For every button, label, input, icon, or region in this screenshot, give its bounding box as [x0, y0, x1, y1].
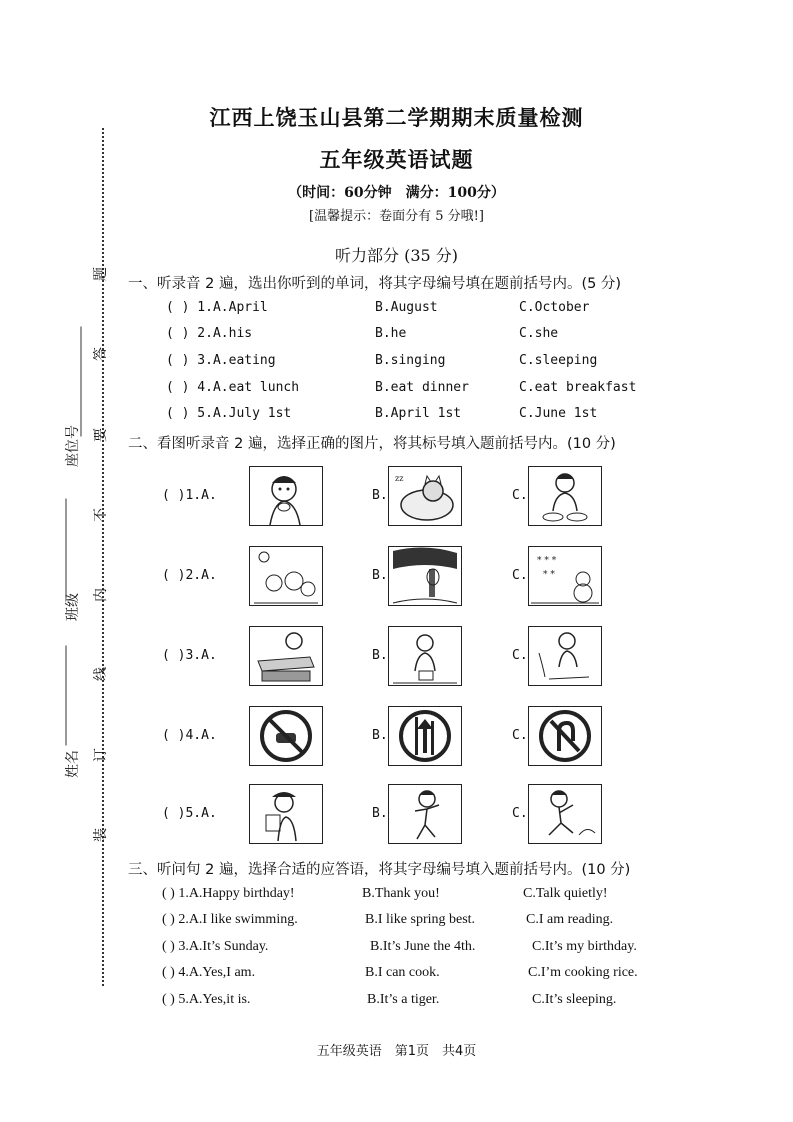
picture-no-eating-sign [249, 706, 323, 766]
s3-q4: ( ) 4.A.Yes,I am. [162, 965, 256, 980]
s1-q4: ( ) 4.A.eat lunch [166, 380, 300, 395]
s3-q5-b: B.It’s a tiger. [367, 992, 440, 1007]
s1-q2-b: B.he [375, 326, 407, 341]
binding-char: 答 [93, 347, 109, 361]
binding-char: 订 [93, 748, 109, 762]
s3-q3-c: C.It’s my birthday. [532, 939, 637, 954]
picture-cat-sleeping [388, 466, 462, 526]
s3-q5: ( ) 5.A.Yes,it is. [162, 992, 251, 1007]
s2-q1-c: C. [512, 488, 528, 503]
s3-q3-b: B.It’s June the 4th. [370, 939, 476, 954]
class-blank[interactable] [66, 499, 67, 599]
s1-q1-c: C.October [519, 300, 590, 315]
binding-char: 装 [93, 828, 109, 842]
svg-text:* *: * * [543, 570, 555, 580]
class-label: 班级 [65, 593, 81, 621]
s3-q2: ( ) 2.A.I like swimming. [162, 912, 298, 927]
part-heading: 听力部分 (35 分) [334, 246, 459, 265]
s2-q1: ( )1.A. [162, 488, 217, 503]
tip-text: [温馨提示：卷面分有 5 分哦!] [309, 209, 484, 224]
s2-q3: ( )3.A. [162, 648, 217, 663]
s2-q1-b: B. [372, 488, 388, 503]
s2-q3-c: C. [512, 648, 528, 663]
s1-q3-c: C.sleeping [519, 353, 598, 368]
binding-char: 要 [93, 428, 109, 442]
s2-q2: ( )2.A. [162, 568, 217, 583]
picture-autumn-tree [388, 546, 462, 606]
s3-q2-b: B.I like spring best. [365, 912, 476, 927]
picture-boy-at-desk [249, 626, 323, 686]
s1-q2: ( ) 2.A.his [166, 326, 253, 341]
s3-q2-c: C.I am reading. [526, 912, 614, 927]
binding-char: 不 [93, 508, 109, 522]
picture-boy-watering [388, 626, 462, 686]
s3-q5-c: C.It’s sleeping. [532, 992, 617, 1007]
s2-q3-b: B. [372, 648, 388, 663]
time-info: （时间：60分钟 满分：100分） [288, 185, 505, 201]
binding-dotted-line [102, 128, 104, 986]
exam-title: 江西上饶玉山县第二学期期末质量检测 [209, 105, 584, 130]
s2-q5-c: C. [512, 806, 528, 821]
s1-q3-b: B.singing [375, 353, 446, 368]
s1-q1-b: B.August [375, 300, 438, 315]
binding-char: 内 [93, 588, 109, 602]
svg-text:* * *: * * * [537, 556, 557, 566]
s3-q1-b: B.Thank you! [362, 886, 440, 901]
page-footer: 五年级英语 第1页 共4页 [316, 1044, 477, 1059]
picture-snowman [528, 546, 602, 606]
s1-q3: ( ) 3.A.eating [166, 353, 276, 368]
s1-q4-b: B.eat dinner [375, 380, 469, 395]
s1-q5-b: B.April 1st [375, 406, 462, 421]
picture-girl-running [528, 784, 602, 844]
s2-q4-b: B. [372, 728, 388, 743]
s1-q2-c: C.she [519, 326, 559, 341]
s1-q5: ( ) 5.A.July 1st [166, 406, 292, 421]
name-blank[interactable] [66, 646, 67, 746]
section1-heading: 一、听录音 2 遍，选出你听到的单词，将其字母编号填在题前括号内。(5 分) [128, 276, 622, 292]
s2-q5-b: B. [372, 806, 388, 821]
s1-q4-c: C.eat breakfast [519, 380, 637, 395]
binding-char: 线 [93, 667, 109, 681]
picture-no-u-turn-sign [528, 706, 602, 766]
s3-q1-c: C.Talk quietly! [523, 886, 608, 901]
picture-boy-breakfast [528, 466, 602, 526]
seat-label: 座位号 [65, 425, 81, 467]
s2-q4-c: C. [512, 728, 528, 743]
picture-girl-dancing [388, 784, 462, 844]
picture-one-way-sign [388, 706, 462, 766]
s3-q3: ( ) 3.A.It’s Sunday. [162, 939, 269, 954]
binding-char: 题 [93, 267, 109, 281]
s2-q5: ( )5.A. [162, 806, 217, 821]
s3-q4-c: C.I’m cooking rice. [528, 965, 638, 980]
s3-q1: ( ) 1.A.Happy birthday! [162, 886, 295, 901]
section3-heading: 三、听问句 2 遍，选择合适的应答语，将其字母编号填入题前括号内。(10 分) [128, 862, 631, 878]
picture-girl-reading [249, 784, 323, 844]
picture-boy-sweeping [528, 626, 602, 686]
s2-q4: ( )4.A. [162, 728, 217, 743]
s1-q5-c: C.June 1st [519, 406, 598, 421]
section2-heading: 二、看图听录音 2 遍，选择正确的图片，将其标号填入题前括号内。(10 分) [128, 436, 616, 452]
picture-flowers-sun [249, 546, 323, 606]
seat-blank[interactable] [81, 327, 82, 437]
picture-boy-eating [249, 466, 323, 526]
exam-subtitle: 五年级英语试题 [319, 147, 474, 172]
svg-text:zz: zz [395, 474, 404, 483]
name-label: 姓名 [65, 750, 81, 778]
s3-q4-b: B.I can cook. [365, 965, 440, 980]
s1-q1: ( ) 1.A.April [166, 300, 268, 315]
s2-q2-c: C. [512, 568, 528, 583]
s2-q2-b: B. [372, 568, 388, 583]
